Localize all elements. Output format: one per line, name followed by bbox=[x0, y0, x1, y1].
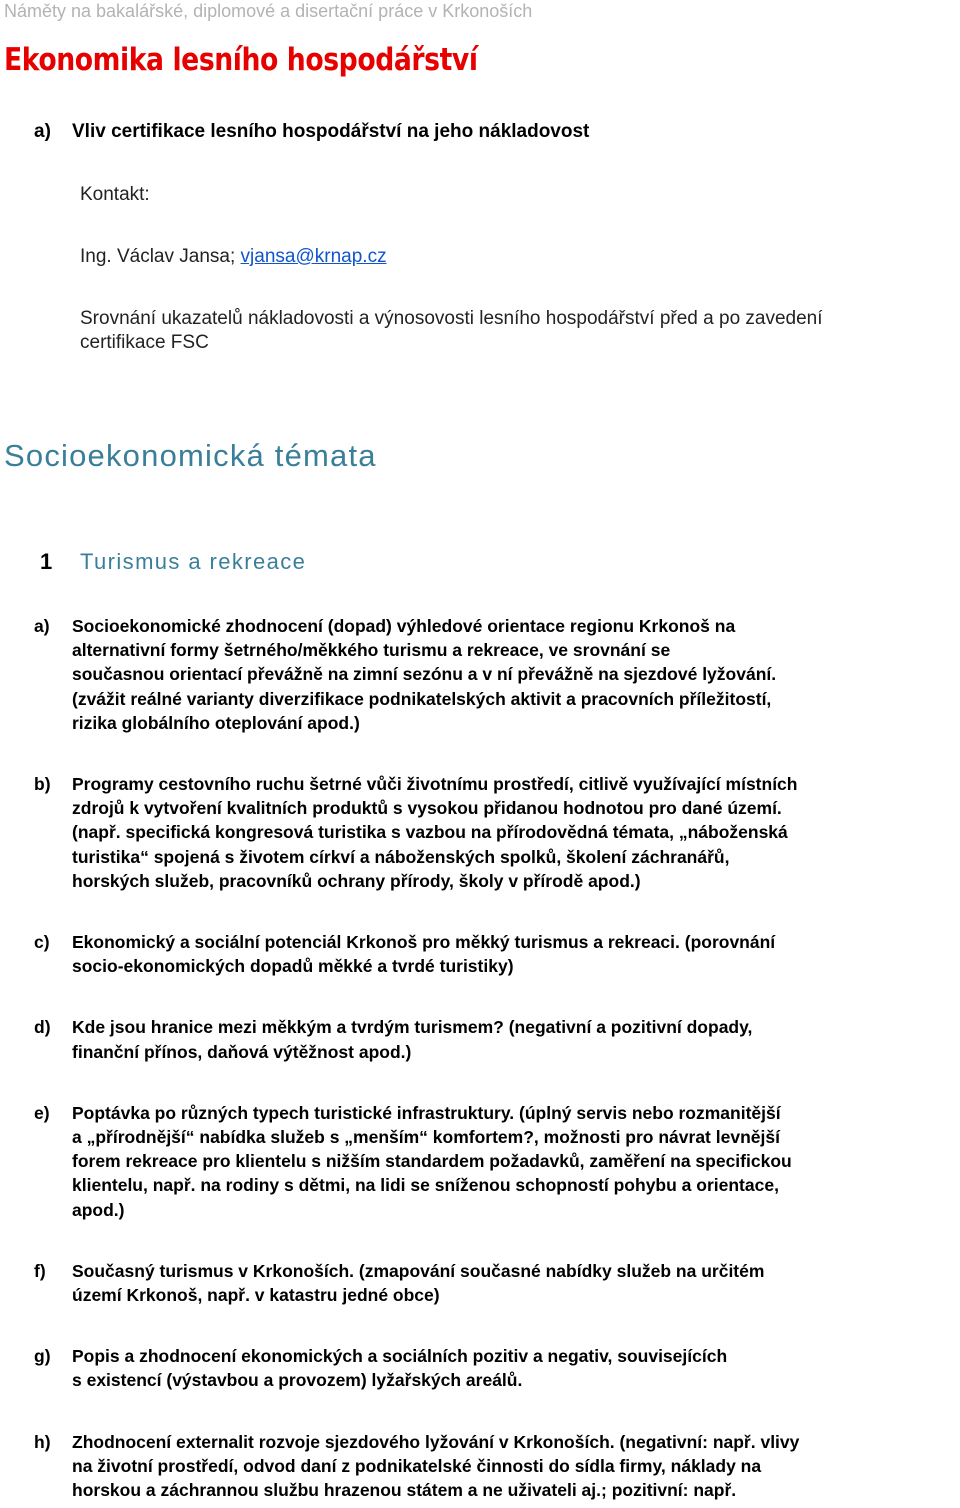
text-line: apod.) bbox=[72, 1199, 125, 1220]
text-line: horskou a záchrannou službu hrazenou státem a ne uživateli aj.; pozitivní: např. bbox=[72, 1480, 737, 1501]
text-line: (zvážit reálné varianty diverzifikace podnikatelských aktivit a pracovních příležitostí, bbox=[72, 688, 772, 709]
list-item bbox=[34, 1344, 954, 1392]
subsection-heading bbox=[40, 548, 306, 576]
text-line: na životní prostředí, odvod daní z podnikatelské činnosti do sídla firmy, náklady na bbox=[72, 1455, 762, 1476]
text-line: s existencí (výstavbou a provozem) lyžařských areálů. bbox=[72, 1370, 523, 1391]
subsection-number: 1 bbox=[40, 549, 53, 574]
contact-email-link[interactable]: vjansa@krnap.cz bbox=[240, 246, 387, 267]
text-line: alternativní formy šetrného/měkkého turismu a rekreace, ve srovnání se bbox=[72, 640, 671, 661]
text-line: finanční přínos, daňová výtěžnost apod.) bbox=[72, 1041, 412, 1062]
item-letter: a) bbox=[34, 616, 50, 636]
list-item bbox=[34, 1101, 954, 1222]
item-text bbox=[72, 930, 954, 978]
item-text: Vliv certifikace lesního hospodářství na jeho nákladovost bbox=[72, 121, 590, 142]
section-heading: Socioekonomická témata bbox=[4, 438, 377, 473]
text-line: Programy cestovního ruchu šetrné vůči životnímu prostředí, citlivě využívající místních bbox=[72, 774, 798, 795]
running-header: Náměty na bakalářské, diplomové a disertační práce v Krkonoších bbox=[4, 1, 533, 21]
item-letter: h) bbox=[34, 1431, 51, 1452]
topic-description-line: Srovnání ukazatelů nákladovosti a výnosovosti lesního hospodářství před a po zavedení bbox=[80, 308, 823, 329]
item-text bbox=[72, 614, 954, 735]
item-text bbox=[72, 1101, 954, 1222]
item-text bbox=[72, 1430, 954, 1503]
item-letter: e) bbox=[34, 1102, 50, 1123]
item-letter: f) bbox=[34, 1260, 46, 1281]
item-text bbox=[72, 772, 954, 893]
text-line: socio-ekonomických dopadů měkké a tvrdé turistiky) bbox=[72, 956, 514, 977]
list-item bbox=[34, 772, 954, 893]
text-line: Poptávka po různých typech turistické infrastruktury. (úplný servis nebo rozmanitější bbox=[72, 1102, 781, 1123]
text-line: horských služeb, pracovníků ochrany přírody, školy v přírodě apod.) bbox=[72, 870, 641, 891]
page-title: Ekonomika lesního hospodářství bbox=[4, 42, 478, 78]
contact-label: Kontakt: bbox=[80, 184, 150, 205]
forestry-topic-item bbox=[34, 120, 589, 144]
contact-line bbox=[80, 245, 387, 269]
list-item bbox=[34, 1430, 954, 1503]
contact-person: Ing. Václav Jansa; bbox=[80, 246, 241, 267]
text-line: Zhodnocení externalit rozvoje sjezdového lyžování v Krkonoších. (negativní: např. vlivy bbox=[72, 1431, 800, 1452]
subsection-label: Turismus a rekreace bbox=[80, 549, 307, 574]
text-line: Popis a zhodnocení ekonomických a sociálních pozitiv a negativ, souvisejících bbox=[72, 1346, 728, 1367]
text-line: Socioekonomické zhodnocení (dopad) výhledové orientace regionu Krkonoš na bbox=[72, 616, 736, 636]
text-line: a „přírodnější“ nabídka služeb s „menším“ komfortem?, možnosti pro návrat levnější bbox=[72, 1127, 780, 1148]
item-letter: d) bbox=[34, 1017, 51, 1038]
item-letter: a) bbox=[34, 121, 51, 142]
text-line: Současný turismus v Krkonoších. (zmapování současné nabídky služeb na určitém bbox=[72, 1260, 765, 1281]
item-letter: c) bbox=[34, 932, 50, 953]
text-line: rizika globálního oteplování apod.) bbox=[72, 712, 360, 733]
text-line: klientelu, např. na rodiny s dětmi, na lidi se sníženou schopností pohybu a orientace, bbox=[72, 1175, 779, 1196]
text-line: turistika“ spojená s životem církví a náboženských spolků, školení záchranářů, bbox=[72, 846, 730, 867]
list-item bbox=[34, 930, 954, 978]
item-text bbox=[72, 1344, 954, 1392]
text-line: (např. specifická kongresová turistika s vazbou na přírodovědná témata, „náboženská bbox=[72, 822, 788, 843]
text-line: zdrojů k vytvoření kvalitních produktů s vysokou přidanou hodnotou pro dané území. bbox=[72, 798, 782, 819]
text-line: forem rekreace pro klientelu s nižším standardem požadavků, zaměření na specifickou bbox=[72, 1151, 792, 1172]
text-line: Ekonomický a sociální potenciál Krkonoš pro měkký turismus a rekreaci. (porovnání bbox=[72, 932, 776, 953]
list-item bbox=[34, 614, 954, 735]
text-line: území Krkonoš, např. v katastru jedné obce) bbox=[72, 1285, 440, 1306]
topic-list bbox=[34, 614, 954, 1502]
item-text bbox=[72, 1259, 954, 1307]
item-text bbox=[72, 1015, 954, 1063]
text-line: Kde jsou hranice mezi měkkým a tvrdým turismem? (negativní a pozitivní dopady, bbox=[72, 1017, 753, 1038]
list-item bbox=[34, 1259, 954, 1307]
list-item bbox=[34, 1015, 954, 1063]
item-letter: b) bbox=[34, 774, 51, 795]
item-letter: g) bbox=[34, 1346, 51, 1367]
text-line: současnou orientací převážně na zimní sezónu a v ní převážně na sjezdové lyžování. bbox=[72, 664, 777, 685]
topic-description-line: certifikace FSC bbox=[80, 332, 209, 353]
